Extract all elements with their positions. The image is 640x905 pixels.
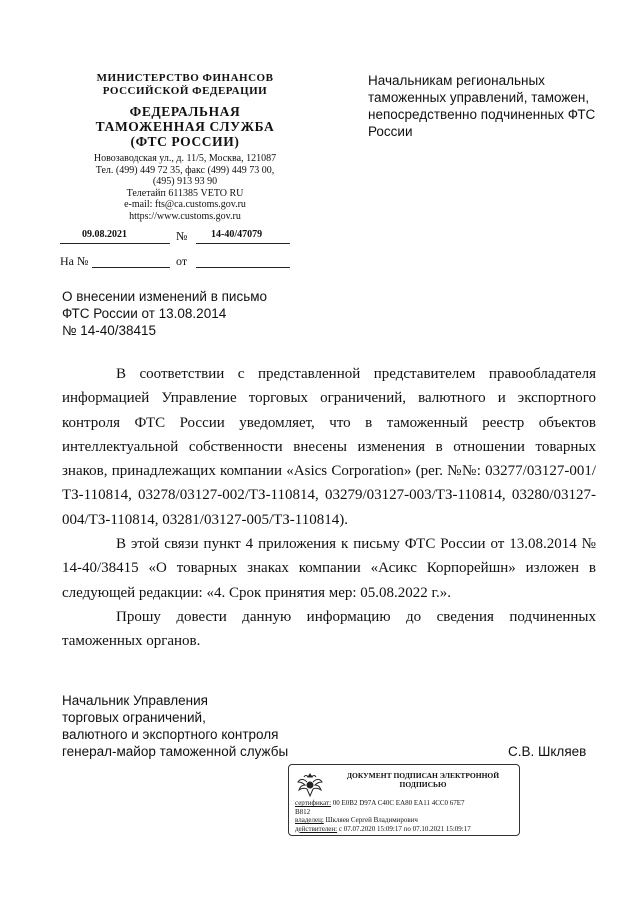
subject-line: № 14-40/38415 <box>62 323 157 338</box>
from-label: от <box>176 254 188 268</box>
signatory-title-line: торговых ограничений, <box>62 710 206 725</box>
e-signature-details <box>295 799 517 833</box>
e-signature-heading-line: ДОКУМЕНТ ПОДПИСАН ЭЛЕКТРОННОЙ <box>346 771 500 780</box>
validity-row <box>295 825 517 834</box>
address-line: Новозаводская ул., д. 11/5, Москва, 121087 <box>93 153 277 164</box>
address-line: e-mail: fts@ca.customs.gov.ru <box>124 199 246 210</box>
letterhead-service <box>60 104 310 149</box>
signatory-title-line: генерал-майор таможенной службы <box>62 744 289 759</box>
e-signature-stamp <box>288 764 520 836</box>
body-paragraph: В этой связи пункт 4 приложения к письму ФТС России от 13.08.2014 № 14-40/38415 «О товарных знаках компании «Асикс Корпорейшн» изложен в следующей редакции: «4. Срок принятия мер: 05.08.2022 г.». <box>62 536 596 601</box>
date-underline <box>60 243 170 244</box>
body-paragraph: В соответствии с представленной представителем правообладателя информацией Управление торговых ограничений, валютного и экспортного контроля ФТС России уведомляет, что в таможенный реестр объектов интеллектуальной собственности внесены изменения в отношении товарных знаков, принадлежащих компании «Asics Corporation» (рег. №№: 03277/03127-001/ТЗ-110814, 03278/03127-002/ТЗ-110814, 03279/03127-003/ТЗ-110814, 03280/03127-004/ТЗ-110814, 03281/03127-005/ТЗ-110814). <box>62 366 596 528</box>
letterhead-address <box>60 153 310 222</box>
certificate-value-continued: B812 <box>295 807 311 816</box>
body-paragraph: Прошу довести данную информацию до сведения подчиненных таможенных органов. <box>62 608 596 650</box>
certificate-row <box>295 799 517 808</box>
ministry-line-2: РОССИЙСКОЙ ФЕДЕРАЦИИ <box>102 85 268 97</box>
service-line-3: (ФТС РОССИИ) <box>130 134 240 149</box>
address-line: https://www.customs.gov.ru <box>129 210 241 222</box>
registration-date: 09.08.2021 <box>82 229 127 240</box>
ministry-line-1: МИНИСТЕРСТВО ФИНАНСОВ <box>96 72 274 84</box>
signatory-title <box>62 692 322 760</box>
e-signature-heading-line: ПОДПИСЬЮ <box>399 780 447 789</box>
reply-number-underline <box>92 267 170 268</box>
registration-number: 14-40/47079 <box>211 229 263 240</box>
address-line: (495) 913 93 90 <box>152 176 218 187</box>
number-underline <box>196 243 290 244</box>
e-signature-heading <box>333 771 513 789</box>
service-line-1: ФЕДЕРАЛЬНАЯ <box>129 104 241 119</box>
subject-line: ФТС России от 13.08.2014 <box>62 306 227 321</box>
letter-body <box>62 362 596 654</box>
registration-number-sign: № <box>176 229 188 243</box>
addressee: Начальникам региональных таможенных управлений, таможен, непосредственно подчиненных ФТС России <box>368 73 596 139</box>
reply-label: На № <box>60 254 89 268</box>
double-headed-eagle-emblem-icon <box>295 770 325 800</box>
from-date-underline <box>196 267 290 268</box>
signatory-title-line: валютного и экспортного контроля <box>62 727 279 742</box>
letterhead-ministry <box>60 72 310 98</box>
owner-value: Шкляев Сергей Владимирович <box>325 816 418 825</box>
subject-line: О внесении изменений в письмо <box>62 289 268 304</box>
validity-value: с 07.07.2020 15:09:17 по 07.10.2021 15:09:17 <box>338 824 471 833</box>
owner-row <box>295 816 517 825</box>
certificate-value: 00 E0B2 D97A C40C EA80 EA11 4CC0 67E7 <box>332 799 465 807</box>
address-line: Тел. (499) 449 72 35, факс (499) 449 73 00, <box>95 164 275 176</box>
subject <box>62 288 322 339</box>
owner-label: владелец: <box>295 816 324 825</box>
signatory-title-line: Начальник Управления <box>62 693 208 708</box>
certificate-label: сертификат: <box>295 799 332 807</box>
signatory-name: С.В. Шкляев <box>508 744 587 759</box>
address-line: Телетайп 611385 VETO RU <box>126 187 244 199</box>
service-line-2: ТАМОЖЕННАЯ СЛУЖБА <box>95 119 275 134</box>
validity-label: действителен: <box>295 824 338 833</box>
